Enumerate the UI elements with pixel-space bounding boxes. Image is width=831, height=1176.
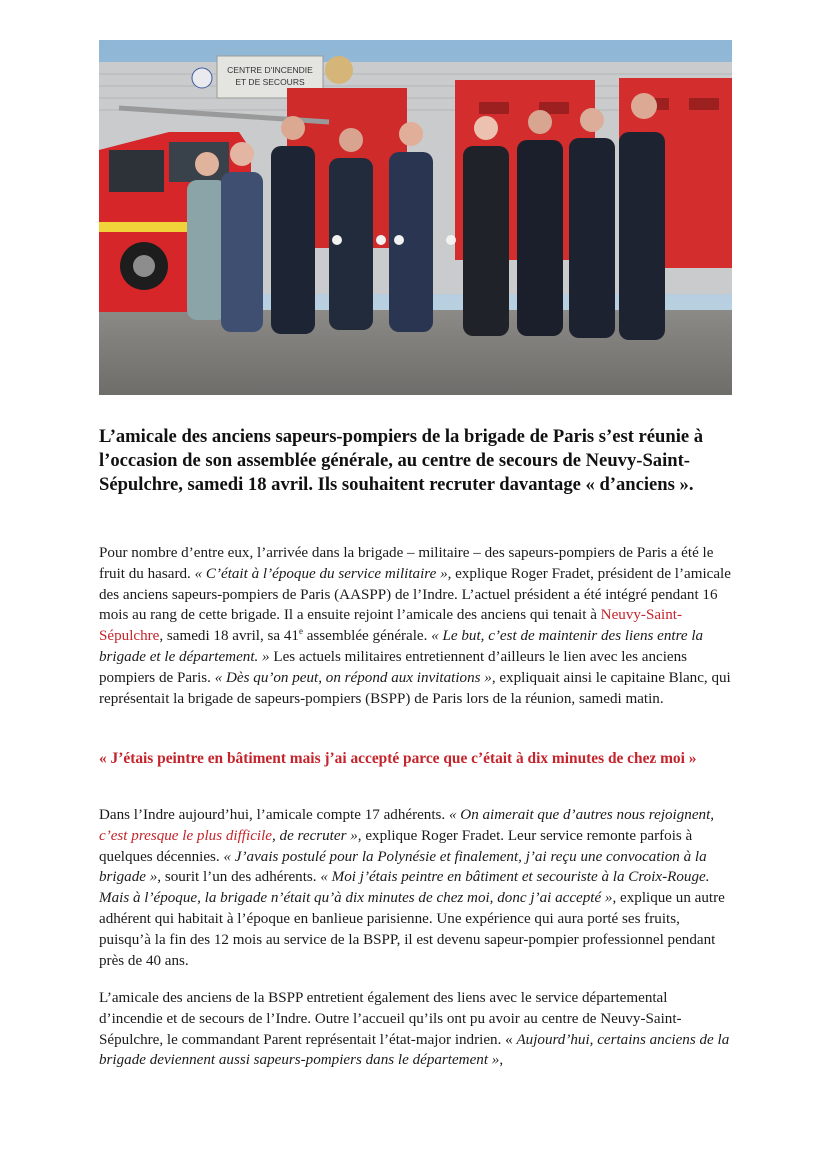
article-headline: L’amicale des anciens sapeurs-pompiers de la brigade de Paris s’est réunie à l’occasion de son assemblée générale, au centre de secours de Neuvy-Saint-Sépulchre, samedi 18 avril. Ils souhaitent recruter davantage « d’anciens ».	[99, 426, 704, 495]
station-sign-line1: CENTRE D'INCENDIE	[227, 65, 313, 75]
link-neuvy-saint-sepulchre[interactable]: Neuvy-Saint-Sépulchre	[99, 607, 682, 645]
paragraph-intro: Pour nombre d’entre eux, l’arrivée dans la brigade – militaire – des sapeurs-pompiers de Paris a été le fruit du hasard. « C’était à l’époque du service militaire », explique Roger Fradet, président de l’amicale des anciens sapeurs-pompiers de Paris (AASPP) de l’Indre. L’actuel président a été intégré pendant 16 mois au rang de cette brigade. Il a ensuite rejoint l’amicale des anciens qui tenait à Neuvy-Saint-Sépulchre, samedi 18 avril, sa 41e assemblée générale. « Le but, c’est de maintenir des liens entre la brigade et le département. » Les actuels militaires entretiennent d’ailleurs le lien avec les anciens pompiers de Paris. « Dès qu’on peut, on répond aux invitations », expliquait ainsi le capitaine Blanc, qui représentait la brigade de sapeurs-pompiers (BSPP) de Paris lors de la réunion, samedi matin.	[99, 545, 731, 707]
section-subheading: « J’étais peintre en bâtiment mais j’ai accepté parce que c’était à dix minutes de chez moi »	[99, 750, 697, 767]
station-sign-line2: ET DE SECOURS	[235, 77, 305, 87]
paragraph-members: Dans l’Indre aujourd’hui, l’amicale compte 17 adhérents. « On aimerait que d’autres nous rejoignent, c’est presque le plus difficile, de recruter », explique Roger Fradet. Leur service remonte parfois à quelques décennies. « J’avais postulé pour la Polynésie et finalement, j’ai reçu une convocation à la brigade », sourit l’un des adhérents. « Moi j’étais peintre en bâtiment et secouriste à la Croix-Rouge. Mais à l’époque, la brigade n’était qu’à dix minutes de chez moi, donc j’ai accepté », explique un autre adhérent qui habitait à l’époque en banlieue parisienne. Une expérience qui aura porté ses fruits, puisqu’à la fin des 12 mois au service de la BSPP, il est devenu sapeur-pompier professionnel pendant près de 40 ans.	[99, 807, 725, 969]
article-photo	[99, 40, 732, 395]
paragraph-sdis-links: L’amicale des anciens de la BSPP entretient également des liens avec le service départemental d’incendie et de secours de l’Indre. Outre l’accueil qu’ils ont pu avoir au centre de Neuvy-Saint-Sépulchre, le commandant Parent représentait l’état-major indrien. « Aujourd’hui, certains anciens de la brigade deviennent aussi sapeurs-pompiers dans le département »,	[99, 990, 730, 1069]
link-recruitment-quote[interactable]: c’est presque le plus difficile	[99, 827, 272, 844]
